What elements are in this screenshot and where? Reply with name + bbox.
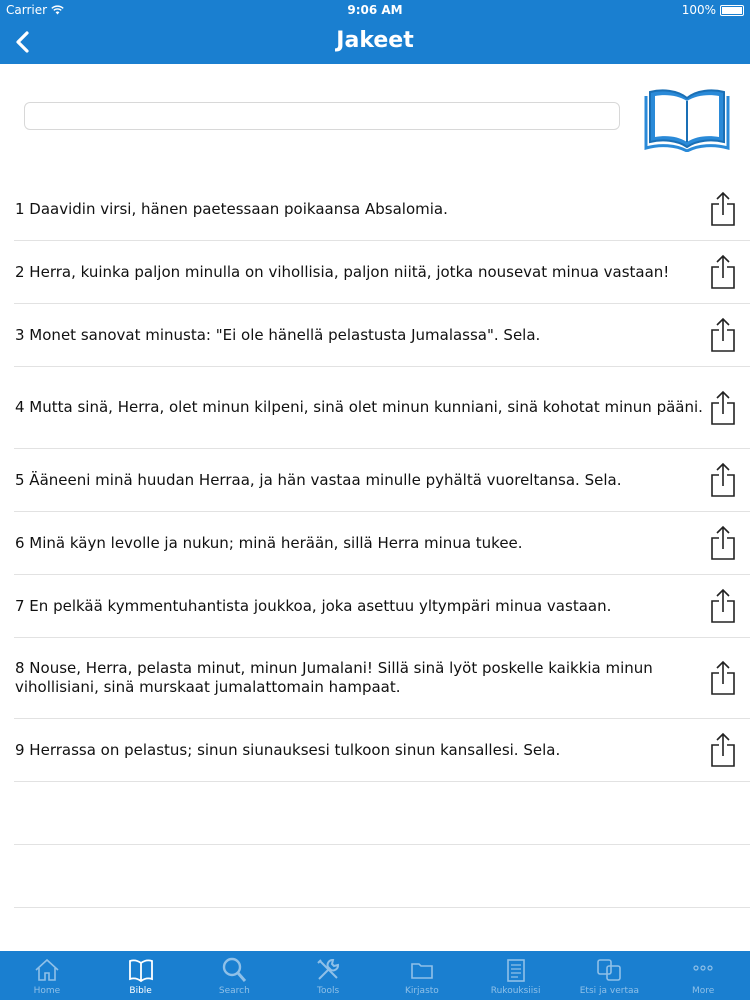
bible-icon xyxy=(127,956,155,984)
carrier-label: Carrier xyxy=(6,3,48,17)
tab-search[interactable] xyxy=(188,951,282,1000)
battery-info xyxy=(682,3,744,17)
verse-text: 4 Mutta sinä, Herra, olet minun kilpeni, sinä olet minun kunniani, sinä kohotat minun pääni. xyxy=(15,398,703,416)
tab-more[interactable] xyxy=(656,951,750,1000)
share-icon[interactable] xyxy=(710,660,736,696)
share-icon[interactable] xyxy=(710,525,736,561)
tab-label: Tools xyxy=(317,986,340,996)
verse-row[interactable] xyxy=(14,512,750,575)
verse-row[interactable] xyxy=(14,367,750,449)
empty-row xyxy=(14,782,750,845)
verse-text: 6 Minä käyn levolle ja nukun; minä herään, sillä Herra minua tukee. xyxy=(15,533,523,552)
compare-icon xyxy=(595,956,623,984)
tab-label: Home xyxy=(33,986,61,996)
status-time: 9:06 AM xyxy=(347,3,403,17)
share-icon[interactable] xyxy=(710,390,736,426)
status-bar xyxy=(0,0,750,20)
verse-text: 7 En pelkää kymmentuhantista joukkoa, joka asettuu yltympäri minua vastaan. xyxy=(15,596,612,615)
share-icon[interactable] xyxy=(710,732,736,768)
share-icon[interactable] xyxy=(710,588,736,624)
share-icon[interactable] xyxy=(710,317,736,353)
verse-row[interactable] xyxy=(14,178,750,241)
verse-row[interactable] xyxy=(14,719,750,782)
verse-text: 5 Ääneeni minä huudan Herraa, ja hän vastaa minulle pyhältä vuoreltansa. Sela. xyxy=(15,470,622,489)
home-icon xyxy=(33,956,61,984)
verse-text: 2 Herra, kuinka paljon minulla on vihollisia, paljon niitä, jotka nousevat minua vastaan! xyxy=(15,262,670,281)
verse-list xyxy=(14,178,750,908)
share-icon[interactable] xyxy=(710,191,736,227)
verse-row[interactable] xyxy=(14,449,750,512)
more-icon xyxy=(689,956,717,984)
verse-row[interactable] xyxy=(14,241,750,304)
tab-label: Etsi ja vertaa xyxy=(579,986,639,996)
verse-text: 8 Nouse, Herra, pelasta minut, minun Jumalani! Sillä sinä lyöt poskelle kaikkia minun vihollisiani, sinä murskaat jumalattomain hampaat. xyxy=(15,659,653,696)
tab-kirjasto[interactable] xyxy=(375,951,469,1000)
navigation-bar xyxy=(0,20,750,64)
tab-label: Rukouksiisi xyxy=(490,986,541,996)
tab-label: More xyxy=(691,986,715,996)
empty-row xyxy=(14,845,750,908)
tab-rukouksiisi[interactable] xyxy=(469,951,563,1000)
verse-row[interactable] xyxy=(14,304,750,367)
tab-label: Search xyxy=(218,986,250,996)
tab-bible[interactable] xyxy=(94,951,188,1000)
search-icon xyxy=(220,956,248,984)
notepad-icon xyxy=(502,956,530,984)
battery-label: 100% xyxy=(681,3,716,17)
tab-tools[interactable] xyxy=(281,951,375,1000)
tab-bar xyxy=(0,951,750,1000)
verse-row[interactable] xyxy=(14,575,750,638)
share-icon[interactable] xyxy=(710,254,736,290)
verse-text: 1 Daavidin virsi, hänen paetessaan poikaansa Absalomia. xyxy=(15,199,448,218)
tab-label: Kirjasto xyxy=(404,986,439,996)
folder-icon xyxy=(408,956,436,984)
open-book-icon[interactable] xyxy=(644,84,730,152)
verse-row[interactable] xyxy=(14,638,750,719)
page-title: Jakeet xyxy=(336,28,414,53)
tab-home[interactable] xyxy=(0,951,94,1000)
search-input[interactable] xyxy=(24,102,620,130)
tab-etsi-ja-vertaa[interactable] xyxy=(563,951,657,1000)
battery-icon xyxy=(720,5,744,16)
share-icon[interactable] xyxy=(710,462,736,498)
verse-text: 9 Herrassa on pelastus; sinun siunauksesi tulkoon sinun kansallesi. Sela. xyxy=(15,740,561,759)
verse-text: 3 Monet sanovat minusta: "Ei ole hänellä pelastusta Jumalassa". Sela. xyxy=(15,325,541,344)
tab-label: Bible xyxy=(129,986,152,996)
tools-icon xyxy=(314,956,342,984)
